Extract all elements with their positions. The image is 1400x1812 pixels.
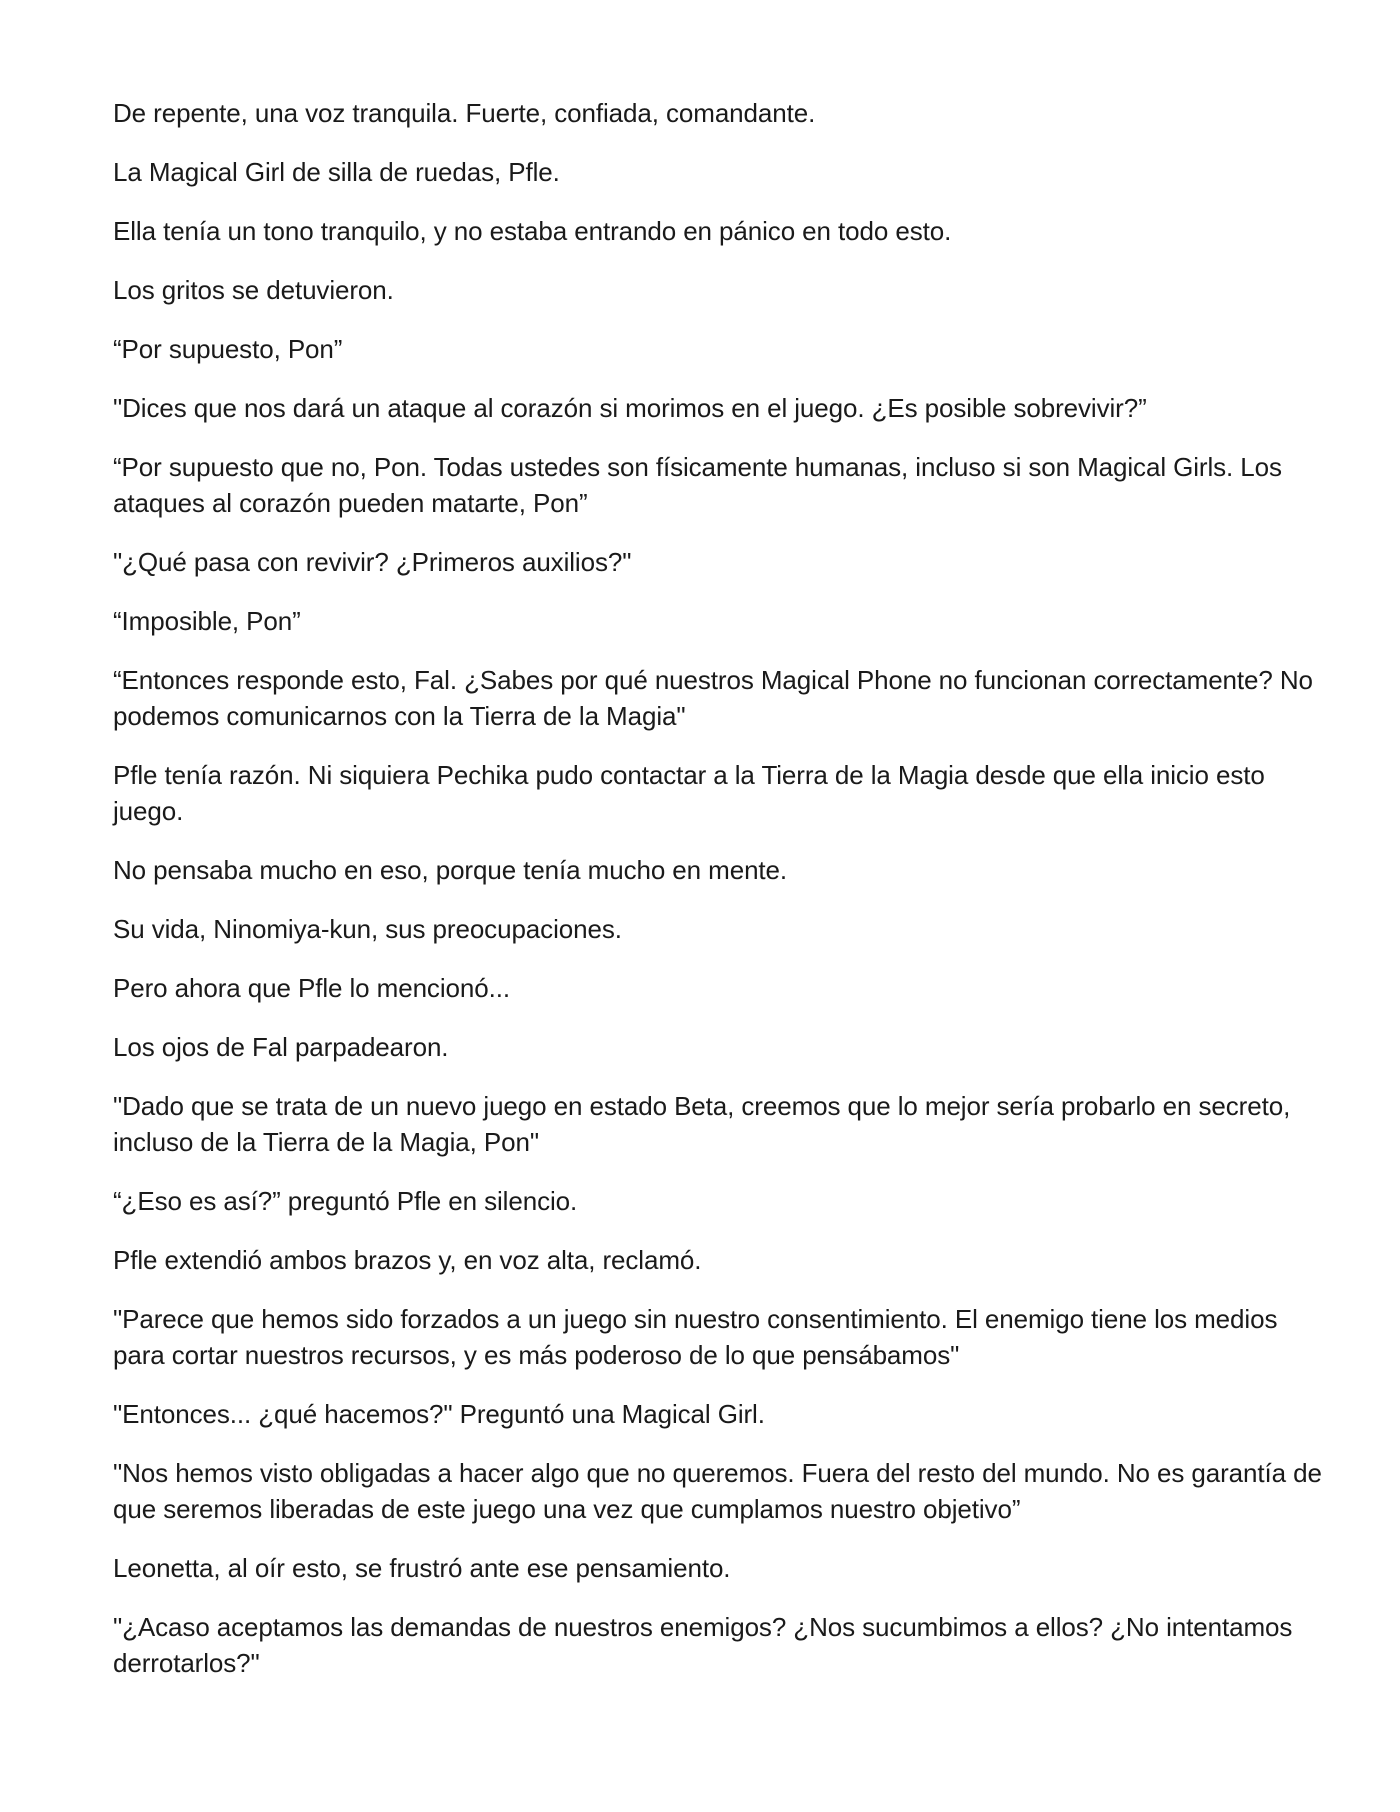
document-body (113, 95, 1333, 1704)
paragraph: Pero ahora que Pfle lo mencionó... (113, 973, 510, 1003)
paragraph: No pensaba mucho en eso, porque tenía mucho en mente. (113, 855, 788, 885)
paragraph: "Nos hemos visto obligadas a hacer algo que no queremos. Fuera del resto del mundo. No es garantía de que seremos liberadas de este juego una vez que cumplamos nuestro objetivo” (113, 1458, 1322, 1524)
paragraph: “Por supuesto que no, Pon. Todas ustedes son físicamente humanas, incluso si son Magical Girls. Los ataques al corazón pueden matarte, Pon” (113, 452, 1282, 518)
paragraph: Pfle extendió ambos brazos y, en voz alta, reclamó. (113, 1245, 702, 1275)
paragraph: Pfle tenía razón. Ni siquiera Pechika pudo contactar a la Tierra de la Magia desde que ella inicio esto juego. (113, 760, 1265, 826)
paragraph: "Dices que nos dará un ataque al corazón si morimos en el juego. ¿Es posible sobrevivir?” (113, 393, 1147, 423)
paragraph: De repente, una voz tranquila. Fuerte, confiada, comandante. (113, 98, 816, 128)
paragraph: “Entonces responde esto, Fal. ¿Sabes por qué nuestros Magical Phone no funcionan correctamente? No podemos comunicarnos con la Tierra de la Magia" (113, 665, 1313, 731)
paragraph: “Por supuesto, Pon” (113, 334, 343, 364)
paragraph: “Imposible, Pon” (113, 606, 301, 636)
paragraph: Leonetta, al oír esto, se frustró ante ese pensamiento. (113, 1553, 731, 1583)
paragraph: "Parece que hemos sido forzados a un juego sin nuestro consentimiento. El enemigo tiene los medios para cortar nuestros recursos, y es más poderoso de lo que pensábamos" (113, 1304, 1278, 1370)
paragraph: Ella tenía un tono tranquilo, y no estaba entrando en pánico en todo esto. (113, 216, 952, 246)
paragraph: "Dado que se trata de un nuevo juego en estado Beta, creemos que lo mejor sería probarlo en secreto, incluso de la Tierra de la Magia, Pon" (113, 1091, 1291, 1157)
paragraph: Los gritos se detuvieron. (113, 275, 394, 305)
paragraph: La Magical Girl de silla de ruedas, Pfle. (113, 157, 560, 187)
paragraph: Los ojos de Fal parpadearon. (113, 1032, 449, 1062)
paragraph: “¿Eso es así?” preguntó Pfle en silencio. (113, 1186, 578, 1216)
paragraph: "¿Qué pasa con revivir? ¿Primeros auxilios?" (113, 547, 632, 577)
paragraph: "Entonces... ¿qué hacemos?" Preguntó una Magical Girl. (113, 1399, 765, 1429)
paragraph: "¿Acaso aceptamos las demandas de nuestros enemigos? ¿Nos sucumbimos a ellos? ¿No intentamos derrotarlos?" (113, 1612, 1293, 1678)
paragraph: Su vida, Ninomiya-kun, sus preocupaciones. (113, 914, 622, 944)
